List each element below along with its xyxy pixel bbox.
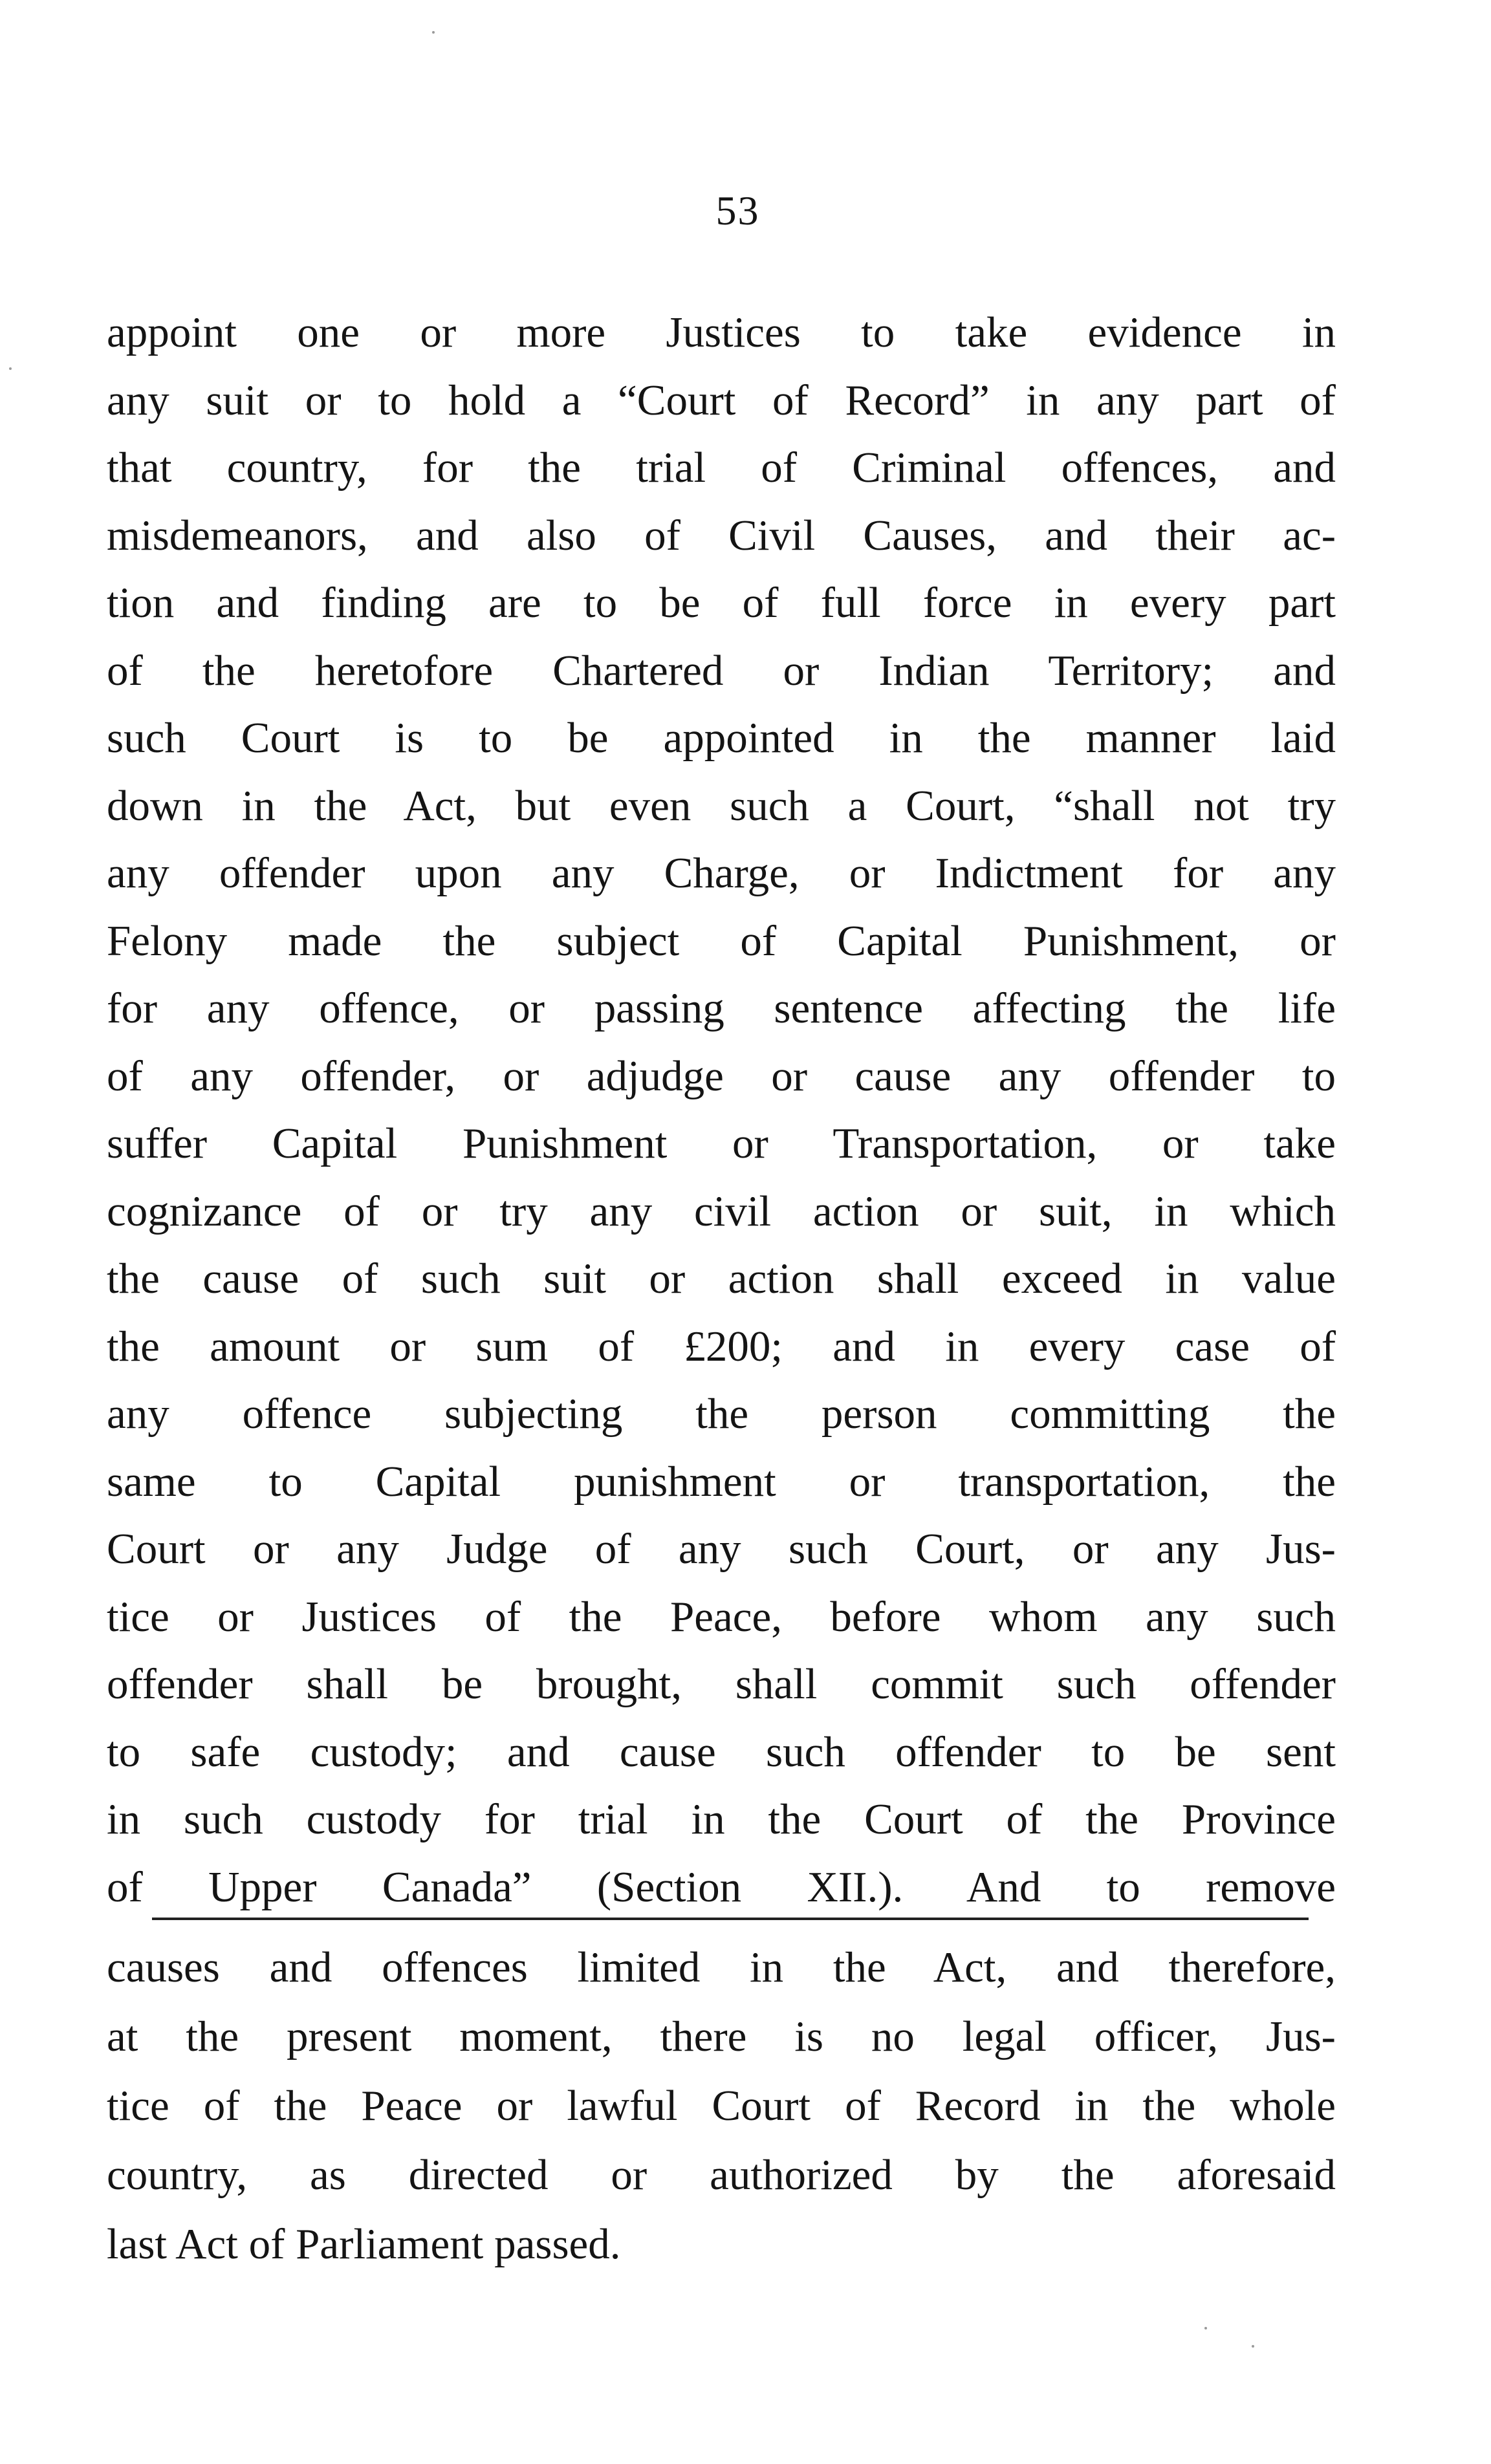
- text-line: Court or any Judge of any such Court, or any Jus-: [107, 1525, 1336, 1573]
- separator-rule: [152, 1918, 1309, 1920]
- text-line: of Upper Canada” (Section XII.). And to remove: [107, 1863, 1336, 1911]
- continuation-paragraph: [107, 1934, 1336, 2280]
- text-line: same to Capital punishment or transportation, the: [107, 1457, 1336, 1506]
- print-speck: [9, 367, 12, 370]
- text-line: causes and offences limited in the Act, and therefore,: [107, 1943, 1336, 1991]
- text-line: tice or Justices of the Peace, before whom any such: [107, 1592, 1336, 1641]
- text-line: the amount or sum of £200; and in every case of: [107, 1322, 1336, 1370]
- text-line: Felony made the subject of Capital Punishment, or: [107, 916, 1336, 965]
- text-line: tice of the Peace or lawful Court of Record in the whole: [107, 2082, 1336, 2130]
- text-line: any offender upon any Charge, or Indictment for any: [107, 849, 1336, 897]
- page-number: 53: [715, 188, 760, 233]
- text-line: at the present moment, there is no legal officer, Jus-: [107, 2013, 1336, 2060]
- text-line: such Court is to be appointed in the manner laid: [107, 714, 1336, 762]
- text-line: misdemeanors, and also of Civil Causes, and their ac-: [107, 511, 1336, 559]
- print-speck: [432, 31, 435, 34]
- text-line: appoint one or more Justices to take evidence in: [107, 308, 1336, 356]
- text-line: last Act of Parliament passed.: [107, 2220, 621, 2268]
- text-line: that country, for the trial of Criminal offences, and: [107, 444, 1336, 492]
- text-line: any offence subjecting the person committing the: [107, 1390, 1336, 1438]
- text-line: for any offence, or passing sentence affecting the life: [107, 984, 1336, 1032]
- text-line: of the heretofore Chartered or Indian Territory; and: [107, 646, 1336, 695]
- text-line: offender shall be brought, shall commit such offender: [107, 1660, 1336, 1708]
- text-line: cognizance of or try any civil action or suit, in which: [107, 1187, 1336, 1235]
- main-paragraph: [107, 299, 1336, 1921]
- text-line: tion and finding are to be of full force in every part: [107, 579, 1336, 627]
- print-speck: [1252, 2345, 1254, 2348]
- text-line: any suit or to hold a “Court of Record” in any part of: [107, 376, 1336, 424]
- text-line: down in the Act, but even such a Court, “shall not try: [107, 781, 1336, 830]
- text-line: of any offender, or adjudge or cause any offender to: [107, 1052, 1336, 1100]
- text-line: the cause of such suit or action shall exceed in value: [107, 1255, 1336, 1302]
- print-speck: [1204, 2327, 1207, 2329]
- text-line: country, as directed or authorized by the aforesaid: [107, 2151, 1336, 2199]
- text-line: suffer Capital Punishment or Transportation, or take: [107, 1119, 1336, 1167]
- text-line: to safe custody; and cause such offender to be sent: [107, 1727, 1336, 1776]
- text-line: in such custody for trial in the Court of the Province: [107, 1795, 1336, 1843]
